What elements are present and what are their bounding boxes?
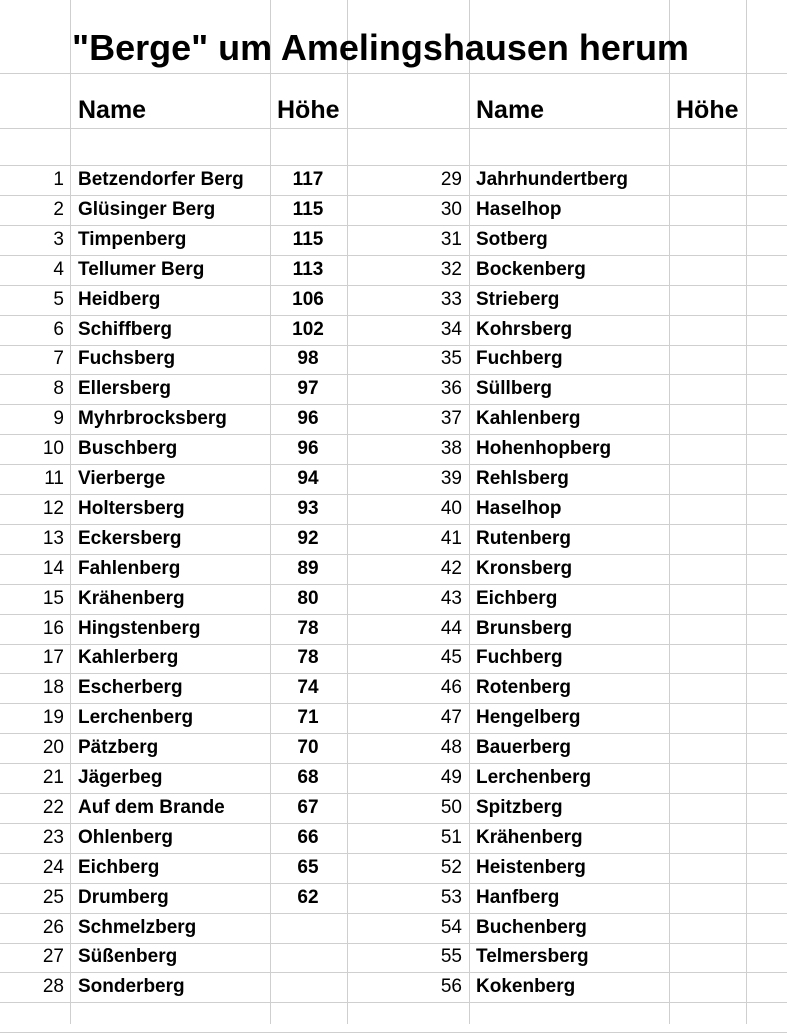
mountain-height-left: 67 — [297, 797, 319, 818]
table-row — [0, 494, 787, 524]
mountain-height-right — [671, 285, 745, 315]
mountain-name-left: Holtersberg — [78, 498, 185, 519]
mountain-height-right — [671, 793, 745, 823]
mountain-name-left: Tellumer Berg — [78, 259, 205, 280]
mountain-name-left: Buschberg — [78, 438, 178, 459]
mountain-height-right — [671, 853, 745, 883]
mountain-height-left: 78 — [297, 647, 319, 668]
row-number-left: 1 — [53, 169, 64, 190]
row-number-right: 36 — [440, 378, 462, 399]
mountain-name-right: Heistenberg — [476, 857, 586, 878]
mountain-name-left: Sonderberg — [78, 976, 185, 997]
mountain-name-left: Heidberg — [78, 289, 161, 310]
mountain-name-left: Süßenberg — [78, 946, 178, 967]
mountain-height-right — [671, 823, 745, 853]
mountain-height-left: 97 — [297, 378, 319, 399]
table-row — [0, 554, 787, 584]
grid-hline — [0, 1002, 787, 1003]
row-number-left: 21 — [42, 767, 64, 788]
row-number-right: 38 — [440, 438, 462, 459]
mountain-name-right: Kronsberg — [476, 558, 573, 579]
mountain-height-left: 96 — [297, 408, 319, 429]
row-number-left: 14 — [42, 558, 64, 579]
row-number-right: 51 — [440, 827, 462, 848]
mountain-height-left: 115 — [292, 229, 324, 250]
page-title: "Berge" um Amelingshausen herum — [72, 27, 689, 68]
mountain-name-left: Eichberg — [78, 857, 160, 878]
header-height-right: Höhe — [676, 96, 739, 124]
row-number-left: 23 — [42, 827, 64, 848]
row-number-right: 33 — [440, 289, 462, 310]
row-number-right: 37 — [440, 408, 462, 429]
row-number-left: 9 — [53, 408, 64, 429]
mountain-height-right — [671, 972, 745, 1002]
table-row — [0, 942, 787, 972]
mountain-name-left: Auf dem Brande — [78, 797, 225, 818]
mountain-height-left: 71 — [297, 707, 319, 728]
row-number-right: 29 — [440, 169, 462, 190]
row-number-left: 12 — [42, 498, 64, 519]
table-row — [0, 404, 787, 434]
row-number-left: 26 — [42, 917, 64, 938]
mountain-height-left: 68 — [297, 767, 319, 788]
mountain-name-right: Kokenberg — [476, 976, 576, 997]
mountain-name-right: Rutenberg — [476, 528, 571, 549]
table-row — [0, 793, 787, 823]
row-number-right: 42 — [440, 558, 462, 579]
mountain-height-right — [671, 524, 745, 554]
mountain-height-left: 89 — [297, 558, 319, 579]
mountain-name-right: Bauerberg — [476, 737, 572, 758]
mountain-height-left — [272, 972, 344, 1002]
grid-hline — [0, 128, 787, 129]
row-number-right: 30 — [440, 199, 462, 220]
row-number-right: 54 — [440, 917, 462, 938]
mountain-height-right — [671, 703, 745, 733]
mountain-name-right: Fuchberg — [476, 348, 563, 369]
row-number-left: 28 — [42, 976, 64, 997]
mountain-name-right: Krähenberg — [476, 827, 583, 848]
row-number-right: 55 — [440, 946, 462, 967]
row-number-left: 22 — [42, 797, 64, 818]
mountain-height-left: 113 — [292, 259, 324, 280]
row-number-left: 27 — [42, 946, 64, 967]
table-row — [0, 673, 787, 703]
row-number-left: 18 — [42, 677, 64, 698]
mountain-name-right: Hanfberg — [476, 887, 560, 908]
table-row — [0, 285, 787, 315]
row-number-left: 5 — [53, 289, 64, 310]
row-number-right: 43 — [440, 588, 462, 609]
mountain-name-right: Lerchenberg — [476, 767, 592, 788]
mountain-height-left: 115 — [292, 199, 324, 220]
mountain-height-left: 65 — [297, 857, 319, 878]
mountain-height-right — [671, 673, 745, 703]
mountain-height-right — [671, 165, 745, 195]
mountain-name-right: Buchenberg — [476, 917, 587, 938]
mountain-name-left: Timpenberg — [78, 229, 187, 250]
row-number-left: 4 — [53, 259, 64, 280]
mountain-height-right — [671, 643, 745, 673]
mountain-name-left: Ohlenberg — [78, 827, 174, 848]
row-number-left: 6 — [53, 319, 64, 340]
mountain-name-right: Eichberg — [476, 588, 558, 609]
table-row — [0, 614, 787, 644]
mountain-name-right: Rotenberg — [476, 677, 571, 698]
row-number-left: 10 — [42, 438, 64, 459]
row-number-left: 3 — [53, 229, 64, 250]
mountain-height-left: 102 — [292, 319, 324, 340]
row-number-left: 16 — [42, 618, 64, 639]
mountain-height-left: 70 — [297, 737, 319, 758]
row-number-right: 40 — [440, 498, 462, 519]
row-number-right: 34 — [440, 319, 462, 340]
mountain-height-right — [671, 434, 745, 464]
mountain-name-right: Telmersberg — [476, 946, 589, 967]
row-number-left: 13 — [42, 528, 64, 549]
table-row — [0, 374, 787, 404]
mountain-name-left: Lerchenberg — [78, 707, 194, 728]
mountain-height-right — [671, 404, 745, 434]
mountain-height-left: 66 — [297, 827, 319, 848]
mountain-name-left: Jägerbeg — [78, 767, 163, 788]
table-row — [0, 763, 787, 793]
mountain-name-left: Vierberge — [78, 468, 166, 489]
mountain-name-right: Kohrsberg — [476, 319, 573, 340]
table-row — [0, 733, 787, 763]
mountain-name-left: Drumberg — [78, 887, 169, 908]
mountain-height-left — [272, 942, 344, 972]
table-row — [0, 883, 787, 913]
mountain-height-right — [671, 883, 745, 913]
row-number-right: 41 — [440, 528, 462, 549]
mountain-height-right — [671, 344, 745, 374]
table-row — [0, 524, 787, 554]
mountain-height-left: 106 — [292, 289, 324, 310]
row-number-left: 2 — [53, 199, 64, 220]
mountain-height-right — [671, 584, 745, 614]
mountain-height-left: 93 — [297, 498, 319, 519]
row-number-left: 17 — [42, 647, 64, 668]
mountain-name-right: Kahlenberg — [476, 408, 581, 429]
row-number-left: 15 — [42, 588, 64, 609]
mountain-height-right — [671, 255, 745, 285]
mountain-name-left: Myhrbrocksberg — [78, 408, 227, 429]
table-row — [0, 255, 787, 285]
mountain-name-right: Spitzberg — [476, 797, 563, 818]
row-number-right: 35 — [440, 348, 462, 369]
mountain-height-right — [671, 942, 745, 972]
mountain-height-left: 98 — [297, 348, 319, 369]
table-row — [0, 225, 787, 255]
mountain-name-right: Haselhop — [476, 498, 562, 519]
table-row — [0, 464, 787, 494]
mountain-name-right: Fuchberg — [476, 647, 563, 668]
table-row — [0, 434, 787, 464]
mountain-height-left: 92 — [297, 528, 319, 549]
mountain-name-left: Schiffberg — [78, 319, 172, 340]
mountain-height-left: 74 — [297, 677, 319, 698]
header-name-left: Name — [78, 96, 147, 124]
mountain-height-right — [671, 374, 745, 404]
table-row — [0, 703, 787, 733]
mountain-name-right: Rehlsberg — [476, 468, 569, 489]
row-number-right: 39 — [440, 468, 462, 489]
row-number-left: 24 — [42, 857, 64, 878]
mountain-height-left: 62 — [297, 887, 319, 908]
mountain-name-right: Hengelberg — [476, 707, 581, 728]
mountain-name-left: Fahlenberg — [78, 558, 181, 579]
row-number-right: 56 — [440, 976, 462, 997]
row-number-right: 47 — [440, 707, 462, 728]
table-row — [0, 972, 787, 1002]
mountain-name-left: Pätzberg — [78, 737, 159, 758]
mountain-height-left: 80 — [297, 588, 319, 609]
row-number-right: 31 — [440, 229, 462, 250]
row-number-right: 48 — [440, 737, 462, 758]
table-row — [0, 584, 787, 614]
mountain-height-right — [671, 225, 745, 255]
mountain-height-right — [671, 733, 745, 763]
mountain-height-left: 94 — [297, 468, 319, 489]
table-row — [0, 165, 787, 195]
mountain-name-right: Jahrhundertberg — [476, 169, 629, 190]
mountain-height-right — [671, 195, 745, 225]
mountain-height-right — [671, 913, 745, 943]
mountain-name-right: Hohenhopberg — [476, 438, 612, 459]
mountain-name-left: Fuchsberg — [78, 348, 176, 369]
mountain-name-left: Schmelzberg — [78, 917, 197, 938]
table-row — [0, 315, 787, 345]
row-number-left: 7 — [53, 348, 64, 369]
mountain-name-left: Kahlerberg — [78, 647, 179, 668]
row-number-left: 19 — [42, 707, 64, 728]
mountain-name-right: Bockenberg — [476, 259, 586, 280]
mountain-name-right: Strieberg — [476, 289, 560, 310]
row-number-right: 45 — [440, 647, 462, 668]
table-row — [0, 344, 787, 374]
table-row — [0, 853, 787, 883]
mountain-name-left: Krähenberg — [78, 588, 185, 609]
table-row — [0, 643, 787, 673]
mountain-height-left: 96 — [297, 438, 319, 459]
row-number-left: 11 — [44, 468, 64, 489]
mountain-height-left: 117 — [292, 169, 324, 190]
mountain-height-right — [671, 554, 745, 584]
row-number-right: 44 — [440, 618, 462, 639]
mountain-name-left: Eckersberg — [78, 528, 182, 549]
table-row — [0, 823, 787, 853]
row-number-right: 53 — [440, 887, 462, 908]
row-number-right: 52 — [440, 857, 462, 878]
table-row — [0, 195, 787, 225]
mountain-name-left: Glüsinger Berg — [78, 199, 216, 220]
row-number-right: 49 — [440, 767, 462, 788]
row-number-left: 20 — [42, 737, 64, 758]
mountain-height-right — [671, 315, 745, 345]
header-name-right: Name — [476, 96, 545, 124]
mountain-height-right — [671, 494, 745, 524]
row-number-right: 46 — [440, 677, 462, 698]
row-number-left: 25 — [42, 887, 64, 908]
mountain-name-left: Escherberg — [78, 677, 183, 698]
row-number-right: 50 — [440, 797, 462, 818]
row-number-left: 8 — [53, 378, 64, 399]
header-height-left: Höhe — [277, 96, 340, 124]
mountain-name-left: Ellersberg — [78, 378, 171, 399]
row-number-right: 32 — [440, 259, 462, 280]
mountain-height-left: 78 — [297, 618, 319, 639]
mountain-name-right: Süllberg — [476, 378, 553, 399]
mountain-name-right: Sotberg — [476, 229, 548, 250]
table-row — [0, 913, 787, 943]
mountain-height-right — [671, 464, 745, 494]
mountain-name-left: Hingstenberg — [78, 618, 201, 639]
mountain-name-right: Haselhop — [476, 199, 562, 220]
mountain-height-left — [272, 913, 344, 943]
mountain-height-right — [671, 614, 745, 644]
mountain-height-right — [671, 763, 745, 793]
mountain-name-right: Brunsberg — [476, 618, 573, 639]
mountain-name-left: Betzendorfer Berg — [78, 169, 244, 190]
